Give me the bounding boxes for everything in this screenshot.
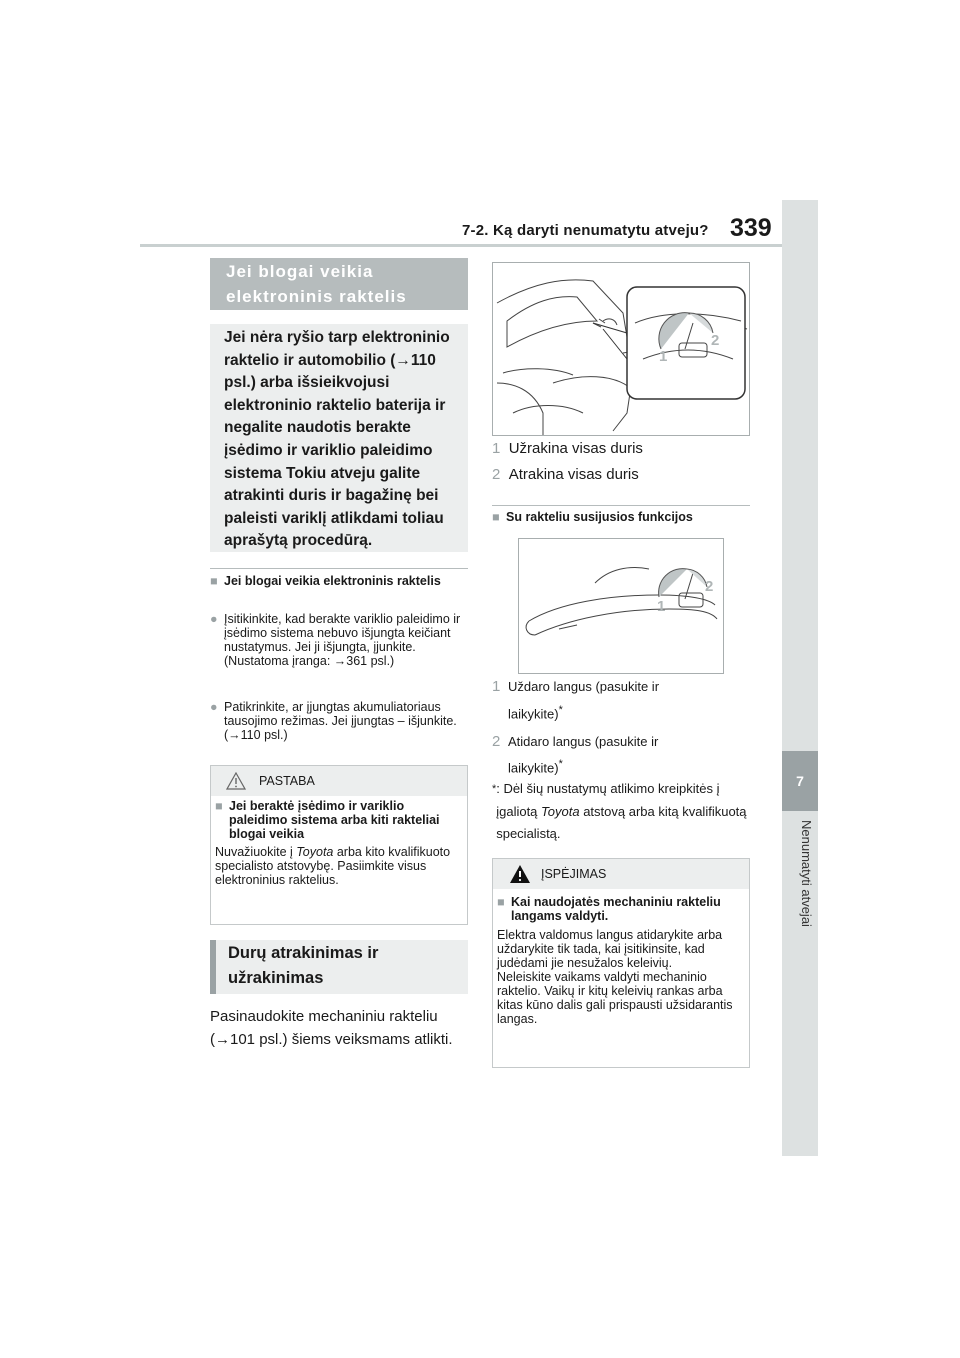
circle-bullet-icon: ● [210, 700, 218, 714]
step-item: 2 Atidaro langus (pasukite ir laikykite)* [492, 732, 659, 776]
durys-section-title: Durų atrakinimas ir užrakinimas [210, 940, 468, 994]
subsection-rule [492, 505, 750, 506]
section-title-box [210, 258, 468, 310]
intro-box [210, 324, 468, 552]
notice-title: PASTABA [259, 774, 315, 788]
header-divider [140, 244, 784, 247]
notice-body: Nuvažiuokite į Toyota arba kito kvalifikuoto specialisto atstovybę. Pasiimkite visus elektroninius raktelius. [215, 845, 451, 887]
warning-body: Elektra valdomus langus atidarykite arba uždarykite tik tada, kai įsitikinsite, kad judėdami jie nesužalos keleivių. Neleiskite vaikams valdyti mechaninio raktelio. Vaikų ir kitų keleivių rankas arba kitas kūno dalis gali prispausti užsidarantis langas. [497, 928, 733, 1026]
footnote: * : Dėl šių nustatymų atlikimo kreipkitės į įgaliotą Toyota atstovą arba kitą kvalifikuotą specialistą. [492, 781, 747, 842]
square-bullet-icon: ■ [215, 799, 223, 813]
notice-box [210, 765, 468, 925]
bullet-item: ● Patikrinkite, ar įjungtas akumuliatoriaus tausojimo režimas. Jei įjungtas – išjunkite. (→110 psl.) [210, 700, 457, 742]
subsection-heading: ■ Jei blogai veikia elektroninis raktelis [210, 574, 441, 588]
step-item: 1 Užrakina visas duris [492, 440, 643, 457]
page-number: 339 [730, 214, 772, 242]
square-bullet-icon: ■ [492, 510, 500, 524]
chapter-side-label: Nenumatyti atvejai [799, 820, 814, 927]
figure-label-2: 2 [705, 578, 714, 595]
warning-title: ĮSPĖJIMAS [541, 867, 607, 881]
section-title: Jei blogai veikia elektroninis raktelis [226, 262, 407, 306]
figure-label-1: 1 [659, 348, 668, 365]
square-bullet-icon: ■ [210, 574, 218, 588]
notice-header [211, 766, 467, 796]
door-lock-illustration [492, 262, 750, 436]
warning-box [492, 858, 750, 1068]
intro-text: Jei nėra ryšio tarp elektroninio raktelio ir automobilio (→110 psl.) arba išsieikvojusi elektroninio raktelio baterija ir negalite naudotis berakte įsėdimo ir variklio paleidimo sistema Tokiu atveju galite atrakinti duris ir bagažinę bei paleisti variklį atlikdami toliau aprašytą procedūrą. [224, 329, 450, 550]
chapter-header-title: 7-2. Ką daryti nenumatytu atveju? [462, 222, 709, 239]
chapter-number-tab: 7 [782, 751, 818, 811]
car-door-key-figure [493, 263, 749, 435]
bullet-item: ● Įsitikinkite, kad berakte variklio paleidimo ir įsėdimo sistema nebuvo išjungta keičiant nustatymus. Jei ji išjungta, įjunkite. (Nustatoma įranga: →361 psl.) [210, 612, 461, 668]
warning-header [493, 859, 749, 889]
warning-heading: ■ Kai naudojatės mechaniniu rakteliu langams valdyti. [497, 895, 721, 923]
figure-label-1: 1 [657, 598, 666, 615]
steps-list-2 [492, 676, 752, 780]
notice-heading: ■ Jei beraktė įsėdimo ir variklio paleidimo sistema arba kiti rakteliai blogai veikia [215, 799, 440, 841]
caution-triangle-icon [226, 772, 246, 790]
durys-body: Pasinaudokite mechaniniu rakteliu (→101 psl.) šiems veiksmams atlikti. [210, 1008, 453, 1048]
step-item: 1 Uždaro langus (pasukite ir laikykite)* [492, 678, 660, 721]
square-bullet-icon: ■ [497, 895, 505, 909]
door-handle-key-figure [519, 539, 723, 673]
warning-triangle-icon [509, 864, 531, 884]
door-handle-illustration [518, 538, 724, 674]
subsection-heading: ■ Su rakteliu susijusios funkcijos [492, 510, 693, 524]
figure-label-2: 2 [711, 332, 720, 349]
circle-bullet-icon: ● [210, 612, 218, 626]
steps-list-1 [492, 438, 752, 486]
step-item: 2 Atrakina visas duris [492, 465, 639, 483]
subsection-rule [210, 568, 468, 569]
